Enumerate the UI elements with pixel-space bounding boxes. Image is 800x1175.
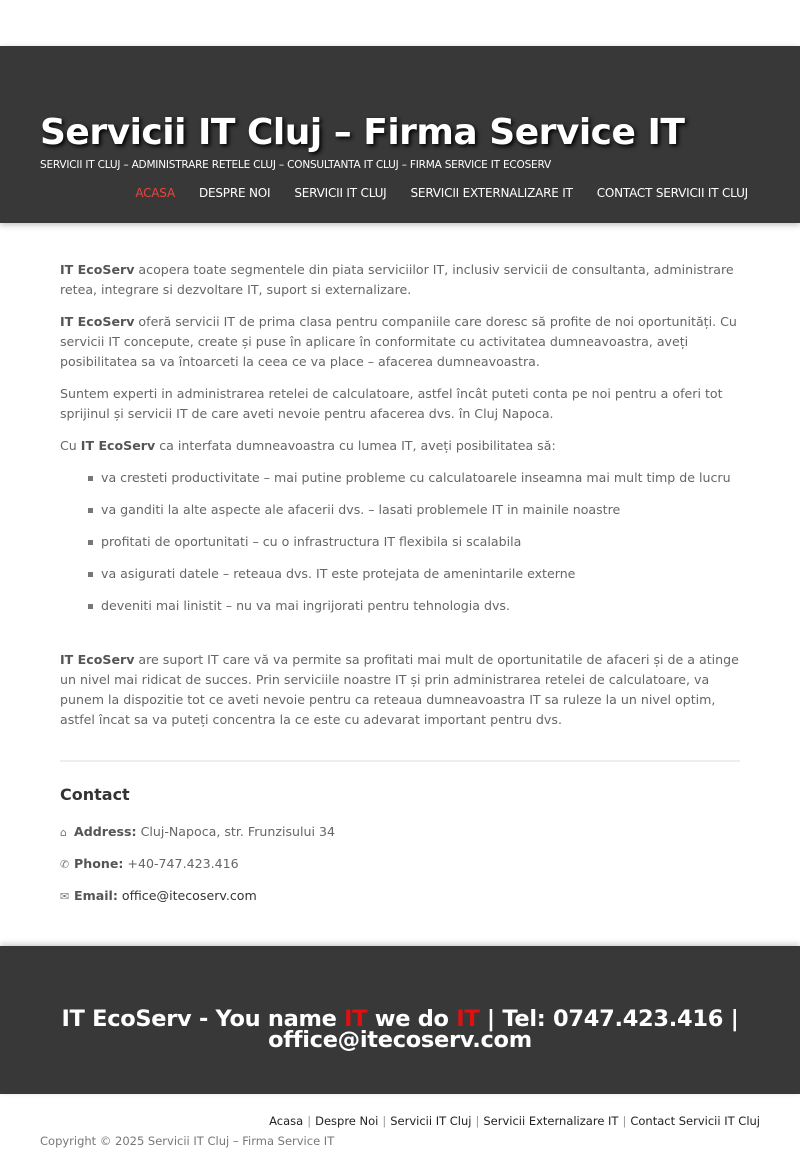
nav-item-acasa[interactable]: ACASA [135, 186, 175, 200]
list-item: va ganditi la alte aspecte ale afacerii dvs. – lasati problemele IT in mainile noastre [101, 500, 740, 520]
nav-item-servicii-it-cluj[interactable]: SERVICII IT CLUJ [294, 186, 387, 200]
phone-icon: ✆ [60, 858, 70, 871]
list-item: va asigurati datele – reteaua dvs. IT este protejata de amenintarile externe [101, 564, 740, 584]
envelope-icon: ✉ [60, 890, 70, 903]
intro-paragraph [60, 260, 740, 300]
brand-name: IT EcoServ [60, 314, 135, 329]
benefits-list [60, 468, 740, 616]
top-spacer [0, 0, 800, 46]
site-description: SERVICII IT CLUJ – ADMINISTRARE RETELE CLUJ – CONSULTANTA IT CLUJ – FIRMA SERVICE IT ECOSERV [40, 159, 551, 171]
brand-name: IT EcoServ [60, 262, 135, 277]
footer-link-acasa[interactable]: Acasa [269, 1114, 304, 1128]
slogan-it-highlight: IT [344, 1006, 368, 1032]
phone-label: Phone: [74, 856, 124, 871]
list-item: va cresteti productivitate – mai putine probleme cu calculatoarele inseamna mai mult timp de lucru [101, 468, 740, 488]
footer-link-servicii-it-cluj[interactable]: Servicii IT Cluj [390, 1114, 472, 1128]
separator: | [382, 1114, 387, 1128]
email-link[interactable]: office@itecoserv.com [121, 888, 257, 903]
copyright-text: Copyright © 2025 Servicii IT Cluj – Firma Service IT [40, 1134, 335, 1148]
address-label: Address: [74, 824, 137, 839]
contact-phone [60, 856, 239, 871]
separator: | [307, 1114, 312, 1128]
paragraph-text: are suport IT care vă va permite sa profitati mai mult de oportunitatile de afaceri și de a atinge un nivel mai ridicat de succes. Prin serviciile noastre IT și prin administrarea retelei de calculatoare, va punem la dispozitie tot ce aveti nevoie pentru ca reteaua dumneavoastra IT sa ruleze la un nivel optim, astfel încat sa va puteți concentra la ce este cu adevarat important pentru dvs. [60, 652, 739, 727]
footer-link-despre-noi[interactable]: Despre Noi [315, 1114, 379, 1128]
paragraph-text: acopera toate segmentele din piata serviciilor IT, inclusiv servicii de consultanta, administrare retea, integrare si dezvoltare IT, suport si externalizare. [60, 262, 734, 297]
support-paragraph [60, 650, 740, 730]
separator: | [475, 1114, 480, 1128]
paragraph-text: Cu [60, 438, 81, 453]
interface-paragraph [60, 436, 740, 456]
address-value: Cluj-Napoca, str. Frunzisului 34 [136, 824, 336, 839]
main-content [60, 260, 740, 742]
footer-slogan [0, 1006, 800, 1053]
content-divider [60, 760, 740, 762]
services-paragraph [60, 312, 740, 372]
site-title[interactable]: Servicii IT Cluj – Firma Service IT [40, 112, 685, 153]
contact-address [60, 824, 335, 839]
site-footer [0, 946, 800, 1094]
nav-item-servicii-externalizare-it[interactable]: SERVICII EXTERNALIZARE IT [410, 186, 573, 200]
slogan-text: | Tel: 0747.423.416 | office@itecoserv.com [268, 1006, 739, 1053]
contact-title: Contact [60, 785, 130, 804]
nav-item-despre-noi[interactable]: DESPRE NOI [198, 186, 271, 200]
brand-name: IT EcoServ [80, 438, 156, 453]
nav-item-contact[interactable]: CONTACT SERVICII IT CLUJ [596, 186, 748, 200]
footer-link-contact[interactable]: Contact Servicii IT Cluj [630, 1114, 760, 1128]
slogan-text: IT EcoServ - You name [61, 1006, 345, 1032]
slogan-text: we do [367, 1006, 457, 1032]
brand-name: IT EcoServ [60, 652, 135, 667]
main-nav [135, 186, 748, 200]
list-item: deveniti mai linistit – nu va mai ingrijorati pentru tehnologia dvs. [101, 596, 740, 616]
paragraph-text: ca interfata dumneavoastra cu lumea IT, aveți posibilitatea să: [155, 438, 556, 453]
home-icon: ⌂ [60, 826, 67, 839]
footer-link-servicii-externalizare-it[interactable]: Servicii Externalizare IT [483, 1114, 619, 1128]
contact-email [60, 888, 257, 903]
footer-nav [269, 1114, 760, 1128]
experts-paragraph: Suntem experti in administrarea retelei de calculatoare, astfel încât puteti conta pe noi pentru a oferi tot sprijinul și servicii IT de care aveti nevoie pentru afacerea dvs. în Cluj Napoca. [60, 386, 723, 421]
separator: | [622, 1114, 627, 1128]
slogan-it-highlight: IT [456, 1006, 480, 1032]
paragraph-text: oferă servicii IT de prima clasa pentru companiile care doresc să profite de noi oportunități. Cu servicii IT concepute, create și puse în aplicare în conformitate cu activitatea dumneavoastra, aveți posibilitatea sa va întoarceti la ceea ce va place – afacerea dumneavoastra. [60, 314, 737, 369]
phone-value: +40-747.423.416 [123, 856, 239, 871]
list-item: profitati de oportunitati – cu o infrastructura IT flexibila si scalabila [101, 532, 740, 552]
email-label: Email: [74, 888, 118, 903]
